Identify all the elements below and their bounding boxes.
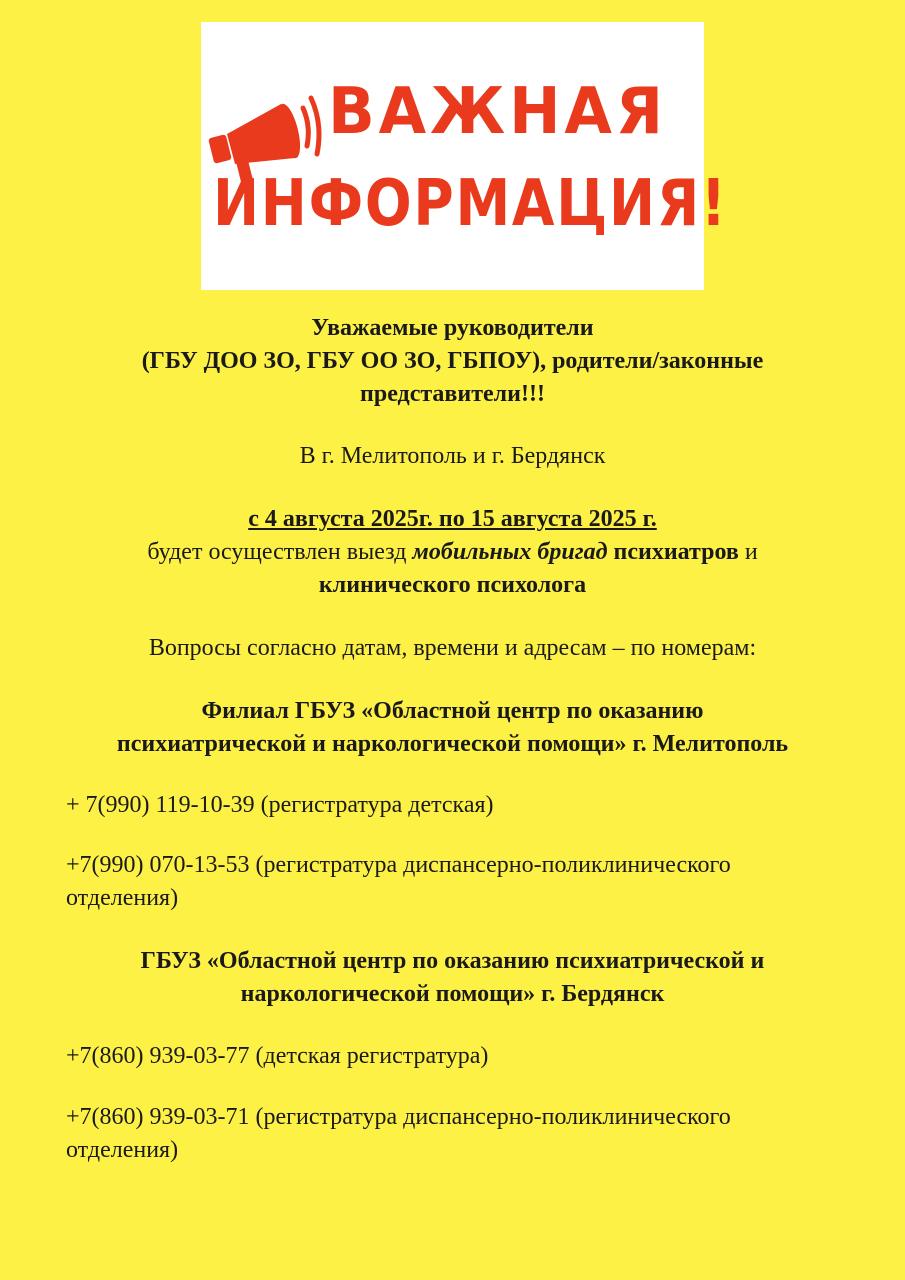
berdyansk-phone-dispensary-line2: отделения) bbox=[66, 1137, 179, 1163]
dates-text: с 4 августа 2025г. по 15 августа 2025 г. bbox=[248, 506, 657, 532]
banner-title-line2: ИНФОРМАЦИЯ! bbox=[213, 167, 728, 241]
greeting-line2: (ГБУ ДОО ЗО, ГБУ ОО ЗО, ГБПОУ), родители/законные bbox=[141, 348, 764, 374]
berdyansk-phone-children: +7(860) 939-03-77 (детская регистратура) bbox=[66, 1043, 489, 1069]
berdyansk-heading-line2: наркологической помощи» г. Бердянск bbox=[240, 981, 665, 1007]
important-info-banner bbox=[201, 22, 728, 290]
announcement-part1: будет осуществлен выезд bbox=[147, 539, 413, 565]
berdyansk-phone-dispensary-line1: +7(860) 939-03-71 (регистратура диспансерно-поликлинического bbox=[66, 1104, 731, 1130]
melitopol-heading-line1: Филиал ГБУЗ «Областной центр по оказанию bbox=[201, 698, 704, 724]
announcement-psychiatrists: психиатров bbox=[607, 539, 739, 565]
melitopol-phone-dispensary-line1: +7(990) 070-13-53 (регистратура диспансерно-поликлинического bbox=[66, 852, 731, 878]
location-text: В г. Мелитополь и г. Бердянск bbox=[299, 443, 606, 469]
greeting-line1: Уважаемые руководители bbox=[311, 315, 594, 341]
announcement-and: и bbox=[738, 539, 758, 565]
announcement-line2: клинического психолога bbox=[318, 572, 587, 598]
announcement-mobile-teams: мобильных бригад bbox=[412, 539, 608, 565]
melitopol-phone-children: + 7(990) 119-10-39 (регистратура детская) bbox=[66, 792, 494, 818]
melitopol-phone-dispensary-line2: отделения) bbox=[66, 885, 179, 911]
announcement-line1 bbox=[0, 536, 905, 568]
greeting-line3: представители!!! bbox=[360, 381, 545, 407]
banner-title-line1: ВАЖНАЯ bbox=[328, 75, 667, 149]
berdyansk-heading-line1: ГБУЗ «Областной центр по оказанию психиатрической и bbox=[140, 948, 765, 974]
melitopol-heading-line2: психиатрической и наркологической помощи» г. Мелитополь bbox=[116, 731, 789, 757]
questions-text: Вопросы согласно датам, времени и адресам – по номерам: bbox=[148, 635, 757, 661]
